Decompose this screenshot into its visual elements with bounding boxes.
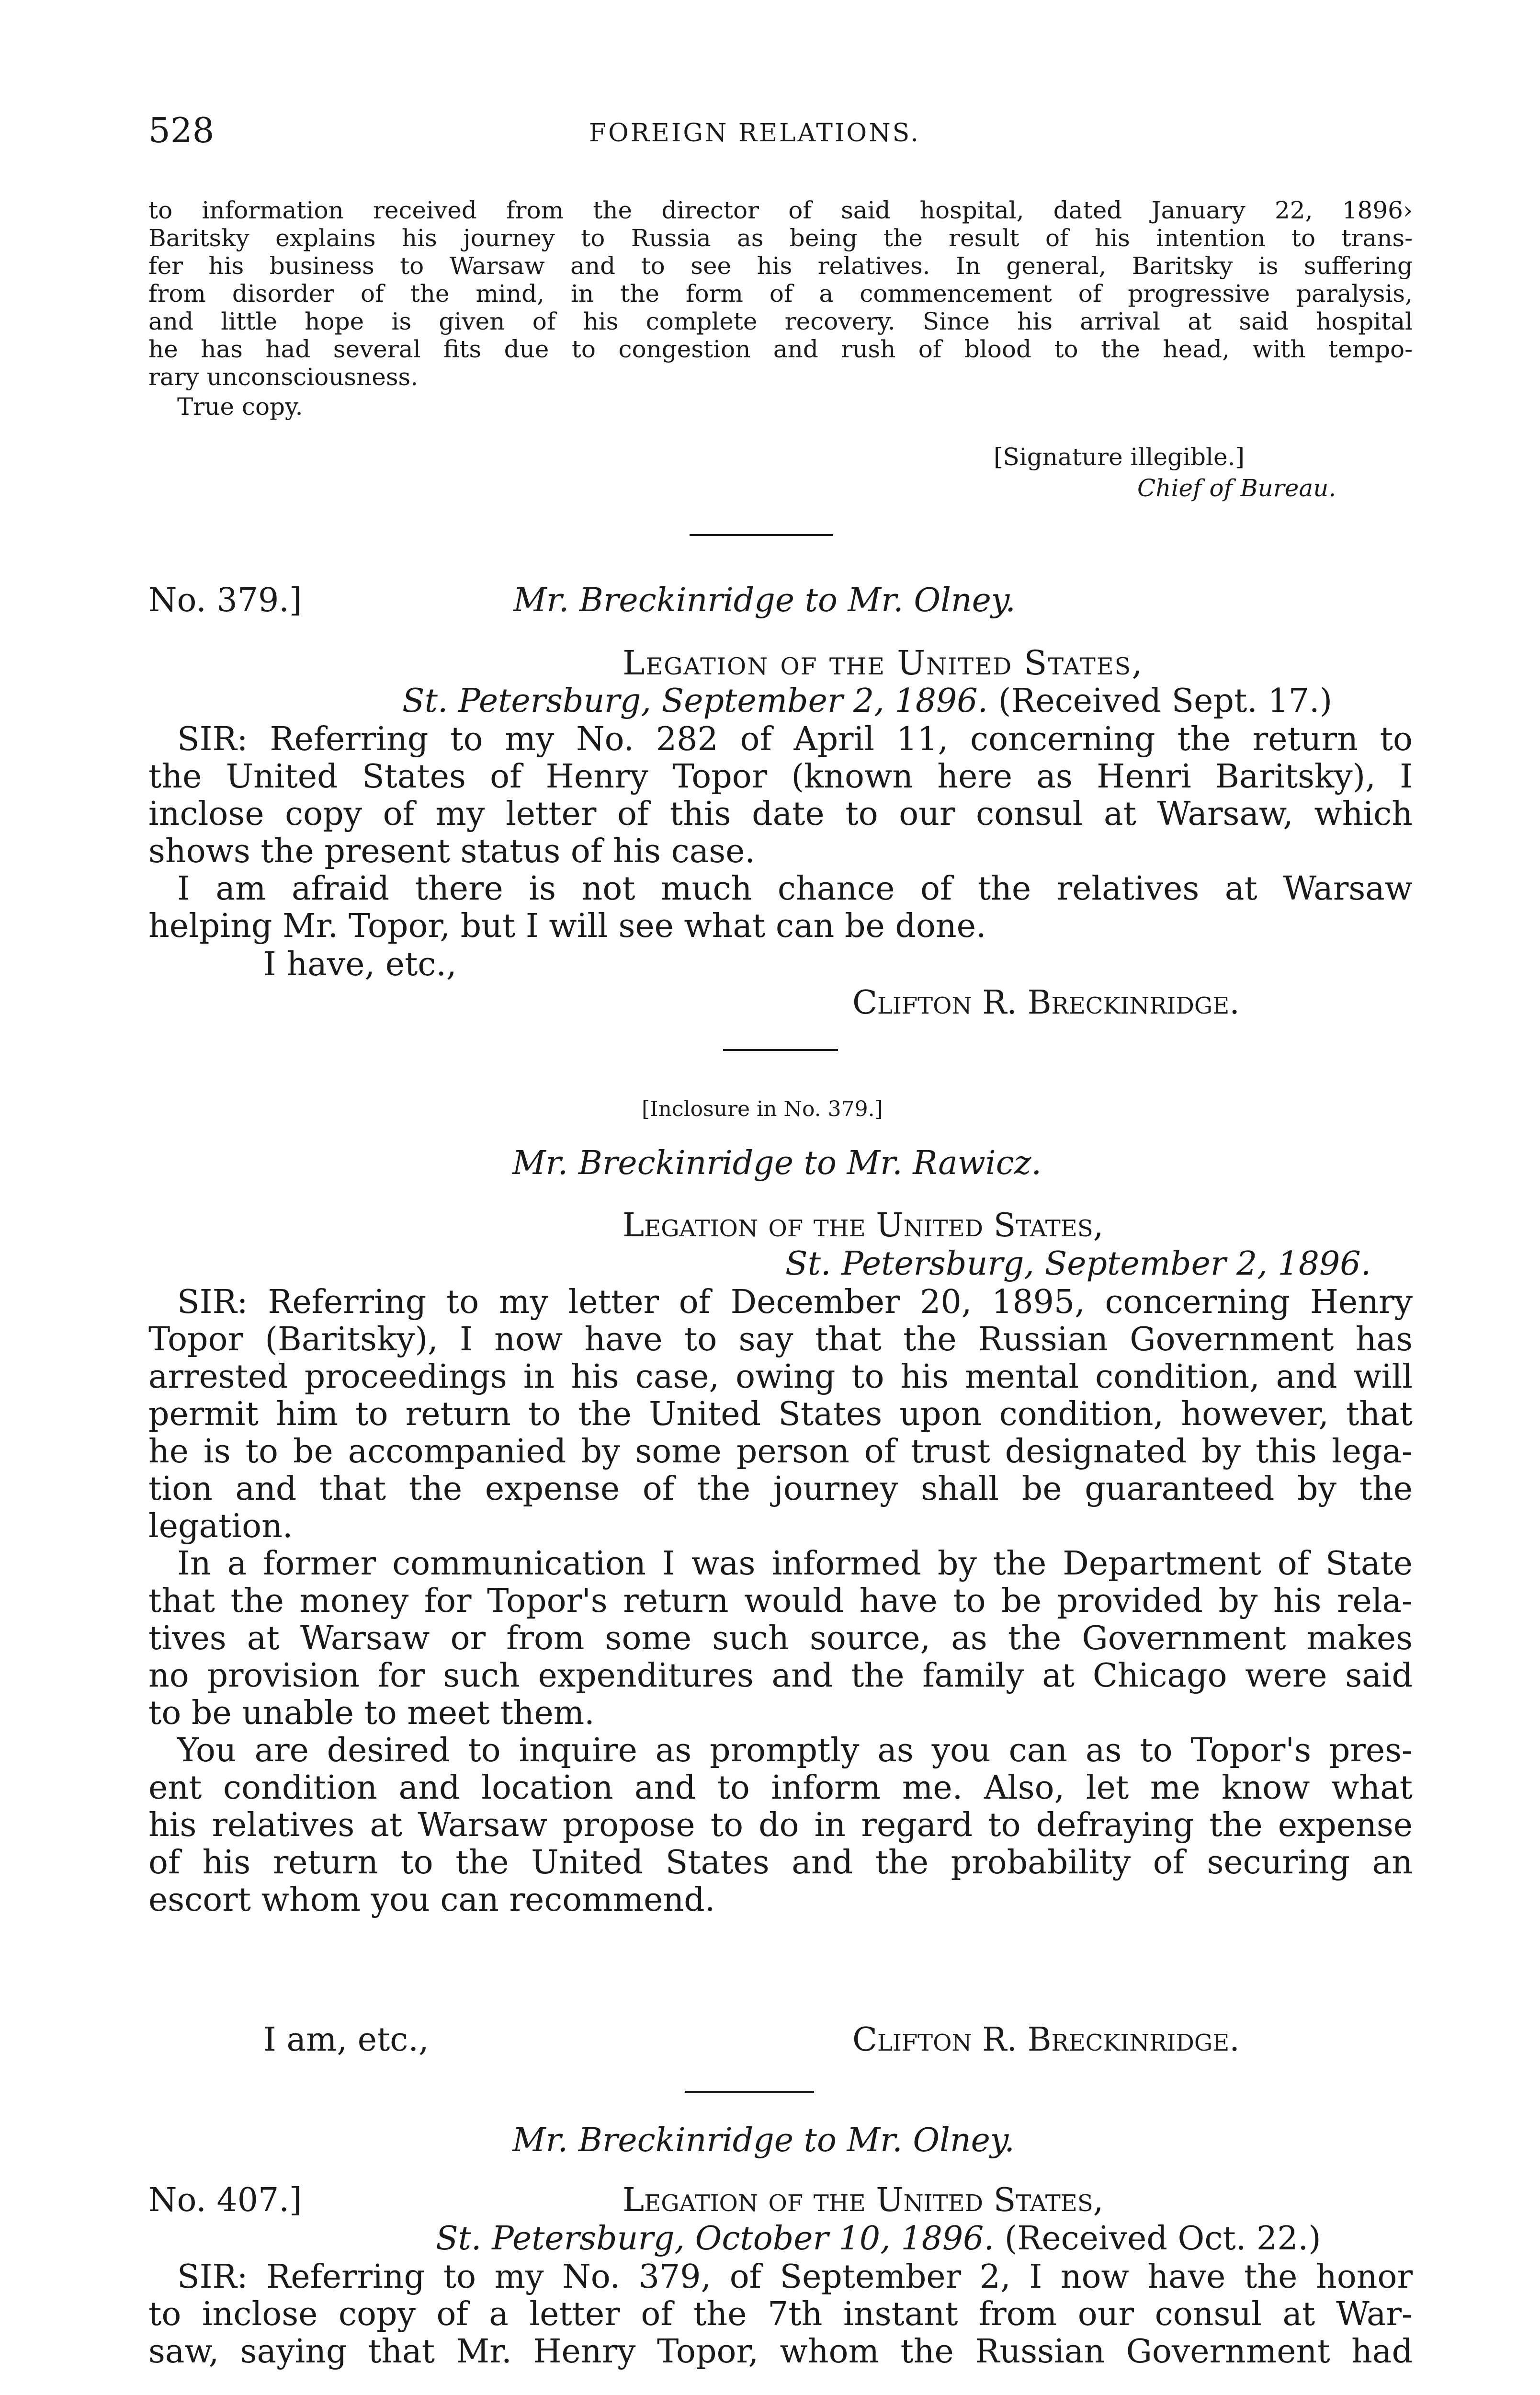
- page-number: 528: [148, 110, 215, 150]
- dateline-place: St. Petersburg, October 10, 1896.: [436, 2220, 995, 2258]
- body-line: SIR: Referring to my No. 379, of September 2, I now have the honor: [177, 2258, 1413, 2296]
- letter-heading: Mr. Breckinridge to Mr. Olney.: [513, 582, 1016, 619]
- dispatch-number: No. 379.]: [148, 582, 302, 619]
- body-line: tives at Warsaw or from some such source, as the Government makes: [148, 1619, 1413, 1657]
- fragment-line: rary unconsciousness.: [148, 363, 419, 391]
- letter-heading: Mr. Breckinridge to Mr. Olney.: [512, 2121, 1015, 2159]
- body-line: no provision for such expenditures and the family at Chicago were said: [148, 1657, 1413, 1695]
- fragment-line: he has had several fits due to congestion and rush of blood to the head, with tempo-: [148, 335, 1413, 363]
- received-note: (Received Sept. 17.): [998, 682, 1333, 720]
- body-line: escort whom you can recommend.: [148, 1881, 715, 1919]
- signature: Clifton R. Breckinridge.: [852, 984, 1240, 1022]
- closing: I have, etc.,: [263, 946, 457, 983]
- legation-line: Legation of the United States,: [623, 2181, 1104, 2219]
- fragment-signature: [Signature illegible.]: [994, 443, 1245, 471]
- signature: Clifton R. Breckinridge.: [852, 2021, 1240, 2059]
- true-copy: True copy.: [177, 393, 303, 421]
- body-line: You are desired to inquire as promptly as you can as to Topor's pres-: [177, 1732, 1413, 1769]
- letter-body: [148, 2258, 1413, 2371]
- body-line: to be unable to meet them.: [148, 1694, 595, 1732]
- body-line: SIR: Referring to my No. 282 of April 11, concerning the return to: [177, 720, 1413, 758]
- page-header: [148, 110, 1413, 168]
- fragment-line: from disorder of the mind, in the form of a commencement of progressive paralysis,: [148, 280, 1413, 308]
- body-line: he is to be accompanied by some person of trust designated by this lega-: [148, 1433, 1413, 1471]
- section-divider: [690, 534, 833, 536]
- dateline: [402, 683, 1332, 720]
- body-line: his relatives at Warsaw propose to do in regard to defraying the expense: [148, 1806, 1413, 1844]
- dateline: [436, 2220, 1321, 2258]
- legation-line: Legation of the United States,: [623, 1207, 1104, 1244]
- letter-body: [148, 1284, 1413, 1919]
- body-line: tion and that the expense of the journey shall be guaranteed by the: [148, 1470, 1413, 1508]
- body-line: saw, saying that Mr. Henry Topor, whom the Russian Government had: [148, 2333, 1413, 2371]
- body-line: inclose copy of my letter of this date to our consul at Warsaw, which: [148, 795, 1413, 833]
- section-divider: [685, 2091, 814, 2093]
- fragment-signer-title: Chief of Bureau.: [1137, 474, 1336, 502]
- body-line: shows the present status of his case.: [148, 833, 756, 870]
- body-line: of his return to the United States and the probability of securing an: [148, 1844, 1413, 1882]
- body-line: permit him to return to the United States upon condition, however, that: [148, 1395, 1413, 1433]
- body-line: to inclose copy of a letter of the 7th instant from our consul at War-: [148, 2295, 1413, 2333]
- body-line: that the money for Topor's return would have to be provided by his rela-: [148, 1582, 1413, 1620]
- section-divider: [723, 1049, 838, 1051]
- body-line: arrested proceedings in his case, owing to his mental condition, and will: [148, 1358, 1413, 1396]
- body-line: Topor (Baritsky), I now have to say that the Russian Government has: [148, 1321, 1413, 1358]
- fragment-line: to information received from the director of said hospital, dated January 22, 1896›: [148, 196, 1413, 224]
- body-line: legation.: [148, 1507, 293, 1545]
- fragment-line: and little hope is given of his complete recovery. Since his arrival at said hospital: [148, 308, 1413, 335]
- body-line: the United States of Henry Topor (known here as Henri Baritsky), I: [148, 758, 1413, 796]
- running-title: FOREIGN RELATIONS.: [589, 119, 920, 148]
- body-line: In a former communication I was informed by the Department of State: [177, 1545, 1413, 1583]
- fragment-line: Baritsky explains his journey to Russia as being the result of his intention to trans-: [148, 224, 1413, 252]
- received-note: (Received Oct. 22.): [1004, 2220, 1321, 2258]
- body-line: I am afraid there is not much chance of the relatives at Warsaw: [177, 870, 1413, 908]
- body-line: helping Mr. Topor, but I will see what can be done.: [148, 907, 986, 945]
- fragment-line: fer his business to Warsaw and to see his relatives. In general, Baritsky is suffering: [148, 252, 1413, 280]
- letter-body: [148, 721, 1413, 945]
- inclosure-note: [Inclosure in No. 379.]: [642, 1097, 883, 1121]
- dateline-place: St. Petersburg, September 2, 1896.: [402, 682, 988, 720]
- letter-heading: Mr. Breckinridge to Mr. Rawicz.: [512, 1144, 1042, 1182]
- dateline: St. Petersburg, September 2, 1896.: [785, 1245, 1371, 1283]
- body-line: ent condition and location and to inform me. Also, let me know what: [148, 1769, 1413, 1807]
- closing: I am, etc.,: [263, 2021, 429, 2059]
- body-line: SIR: Referring to my letter of December 20, 1895, concerning Henry: [177, 1283, 1413, 1321]
- dispatch-number: No. 407.]: [148, 2181, 302, 2219]
- fragment-paragraph: [148, 196, 1413, 391]
- legation-line: Legation of the United States,: [623, 643, 1144, 683]
